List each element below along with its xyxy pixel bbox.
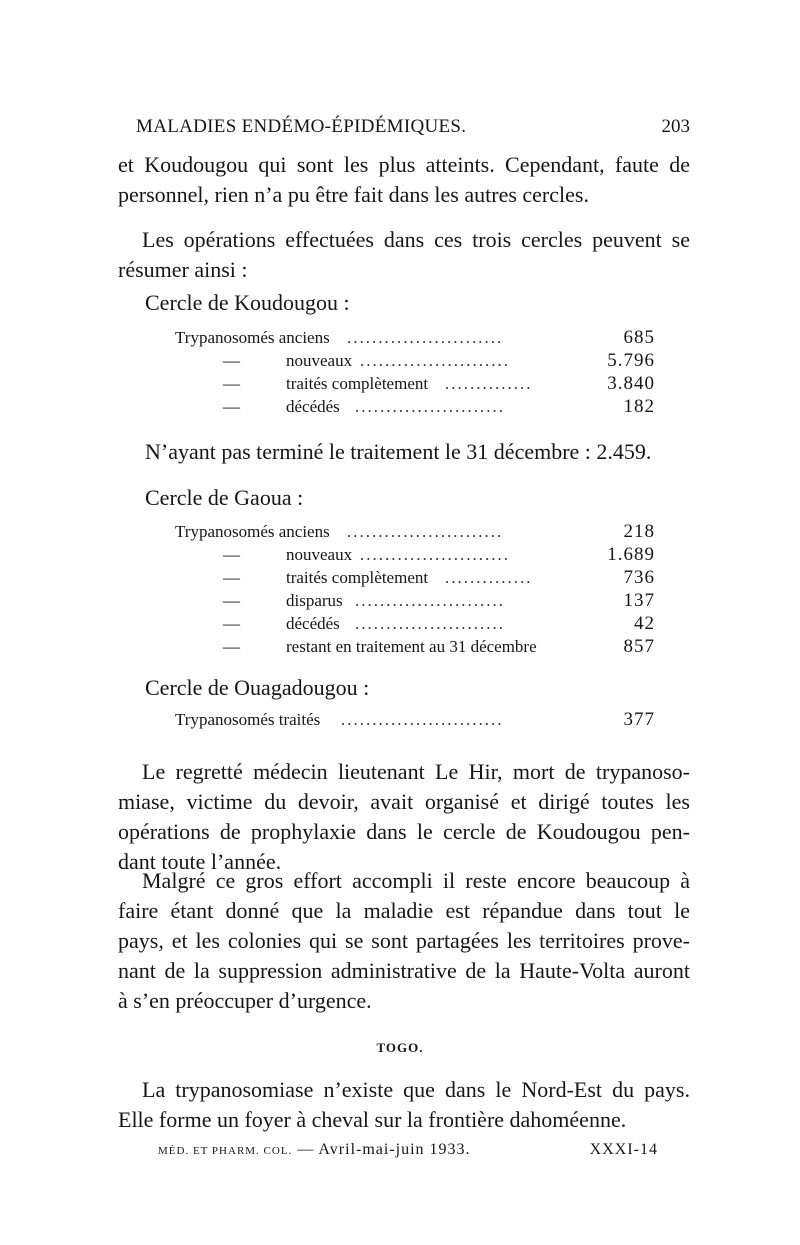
text-line: faire étant donné que la maladie est répandue dans tout le	[118, 898, 690, 923]
row-value: 736	[623, 567, 655, 588]
text-line: miase, victime du devoir, avait organisé et dirigé toutes les	[118, 789, 690, 814]
le-hir-paragraph	[118, 757, 690, 877]
text-line: personnel, rien n’a pu être fait dans les autres cercles.	[118, 182, 589, 207]
intro-paragraph	[118, 150, 690, 210]
ouagadougou-heading: Cercle de Ouagadougou :	[145, 675, 370, 700]
text-line: Le regretté médecin lieutenant Le Hir, mort de trypanoso-	[142, 759, 690, 784]
text-line: à s’en préoccuper d’urgence.	[118, 988, 372, 1013]
table-row: — nouveaux ........................ 1.689	[223, 544, 655, 565]
signature-mark: XXXI-14	[589, 1141, 658, 1158]
koudougou-heading: Cercle de Koudougou :	[145, 290, 350, 315]
ouagadougou-table	[175, 708, 655, 731]
table-row: — décédés ........................ 182	[223, 396, 655, 417]
koudougou-note	[145, 437, 690, 467]
row-label: Trypanosomés traités	[175, 710, 321, 729]
gaoua-heading: Cercle de Gaoua :	[145, 485, 304, 510]
page-number: 203	[661, 116, 690, 137]
togo-paragraph	[118, 1075, 690, 1135]
row-label: Trypanosomés anciens	[175, 522, 330, 541]
gaoua-table	[175, 520, 655, 658]
table-row: — traités complètement .............. 736	[223, 567, 655, 588]
row-value: 857	[623, 636, 655, 657]
table-row: Trypanosomés anciens ......................... 218	[175, 521, 655, 542]
text-line: N’ayant pas terminé le traitement le 31 décembre : 2.459.	[145, 439, 652, 464]
row-label: traités complètement	[286, 374, 429, 393]
issue-date: — Avril-mai-juin 1933.	[297, 1141, 471, 1158]
row-value: 685	[623, 327, 655, 348]
malgre-paragraph	[118, 866, 690, 1016]
section-title: TOGO.	[376, 1040, 424, 1055]
text-line: et Koudougou qui sont les plus atteints. Cependant, faute de	[118, 152, 690, 177]
running-header	[118, 116, 690, 140]
text-line: opérations de prophylaxie dans le cercle de Koudougou pen-	[118, 819, 690, 844]
table-row: — disparus ........................ 137	[223, 590, 655, 611]
running-title: MALADIES ENDÉMO-ÉPIDÉMIQUES.	[136, 116, 467, 137]
row-label: nouveaux	[286, 545, 353, 564]
row-label: disparus	[286, 591, 343, 610]
row-label: décédés	[286, 614, 340, 633]
text-line: résumer ainsi :	[118, 257, 248, 282]
table-row: — traités complètement .............. 3.840	[223, 373, 655, 394]
row-value: 218	[623, 521, 655, 542]
row-label: restant en traitement au 31 décembre	[286, 637, 537, 656]
text-line: Elle forme un foyer à cheval sur la frontière dahoméenne.	[118, 1107, 627, 1132]
row-value: 42	[634, 613, 655, 634]
row-label: décédés	[286, 397, 340, 416]
table-row: Trypanosomés anciens ......................... 685	[175, 327, 655, 348]
operations-paragraph	[118, 225, 690, 285]
row-value: 3.840	[607, 373, 655, 394]
table-row: — décédés ........................ 42	[223, 613, 655, 634]
row-label: nouveaux	[286, 351, 353, 370]
row-value: 137	[623, 590, 655, 611]
table-row: — nouveaux ........................ 5.796	[223, 350, 655, 371]
text-line: dant toute l’année.	[118, 849, 282, 874]
row-value: 1.689	[607, 544, 655, 565]
row-value: 5.796	[607, 350, 655, 371]
row-value: 182	[623, 396, 655, 417]
table-row: — restant en traitement au 31 décembre 857	[223, 636, 655, 657]
text-line: Les opérations effectuées dans ces trois cercles peuvent se	[142, 227, 690, 252]
table-row: Trypanosomés traités .......................... 377	[175, 709, 655, 730]
journal-name: MÉD. ET PHARM. COL.	[158, 1145, 293, 1157]
text-line: Malgré ce gros effort accompli il reste encore beaucoup à	[142, 868, 690, 893]
row-label: traités complètement	[286, 568, 429, 587]
text-line: La trypanosomiase n’existe que dans le Nord-Est du pays.	[142, 1077, 690, 1102]
text-line: pays, et les colonies qui se sont partagées les territoires prove-	[118, 928, 690, 953]
row-label: Trypanosomés anciens	[175, 328, 330, 347]
text-line: nant de la suppression administrative de la Haute-Volta auront	[118, 958, 690, 983]
footer-citation	[158, 1141, 471, 1159]
koudougou-table	[175, 326, 655, 418]
row-value: 377	[623, 709, 655, 730]
